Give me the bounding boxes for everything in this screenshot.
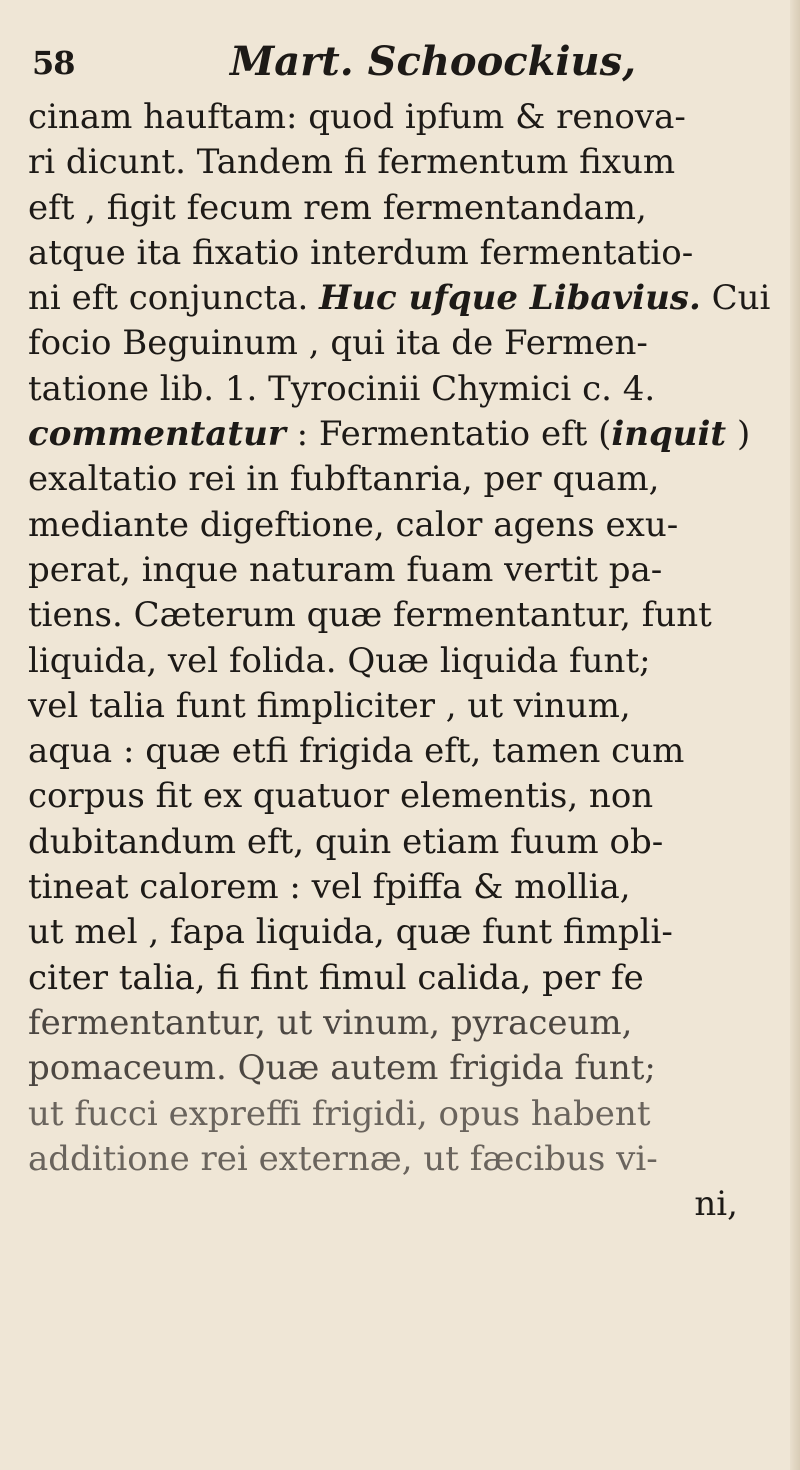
text-line: exaltatio rei in fubftanria, per quam, (28, 459, 660, 500)
text-line: focio Beguinum , qui ita de Fermen- (28, 323, 648, 364)
text-line (28, 412, 768, 457)
text-line: tiens. Cæterum quæ fermentantur, funt (28, 595, 712, 636)
text-line: tineat calorem : vel fpiffa & mollia, (28, 867, 631, 908)
text-line: ri dicunt. Tandem fi fermentum fixum (28, 142, 676, 183)
text-line: tatione lib. 1. Tyrocinii Chymici c. 4. (28, 368, 656, 409)
text-line: pomaceum. Quæ autem frigida funt; (28, 1048, 656, 1089)
page-edge (790, 0, 800, 1470)
text-line (28, 276, 771, 321)
italic-word: inquit (611, 414, 727, 455)
line-segment: Cui (700, 278, 771, 319)
italic-word: commentatur (28, 414, 286, 455)
text-line: vel talia funt fimpliciter , ut vinum, (28, 685, 631, 726)
text-line: citer talia, fi fint fimul calida, per fe (28, 957, 644, 998)
text-line: cinam hauftam: quod ipfum & renova- (28, 97, 686, 137)
text-line: dubitandum eft, quin etiam fuum ob- (28, 821, 664, 862)
text-line: mediante digeftione, calor agens exu- (28, 504, 679, 545)
line-segment: : Fermentatio eft ( (285, 414, 612, 455)
text-line: perat, inque naturam fuam vertit pa- (28, 549, 663, 590)
text-line: eft , figit fecum rem fermentandam, (28, 187, 647, 228)
page-header (30, 38, 770, 96)
text-line: additione rei externæ, ut fæcibus vi- (28, 1138, 658, 1179)
body-text (28, 95, 771, 1227)
text-line: fermentantur, ut vinum, pyraceum, (28, 1002, 633, 1043)
text-line: atque ita fixatio interdum fermentatio- (28, 232, 694, 273)
text-line: corpus fit ex quatuor elementis, non (28, 776, 654, 817)
italic-citation: Huc ufque Libavius. (319, 278, 701, 319)
page-number: 58 (32, 44, 75, 82)
text-line: aqua : quæ etfi frigida eft, tamen cum (28, 731, 685, 772)
text-line: liquida, vel folida. Quæ liquida funt; (28, 640, 651, 681)
text-line: ni, (694, 1184, 738, 1225)
text-line: ut mel , fapa liquida, quæ funt fimpli- (28, 912, 673, 953)
text-line: ut fucci expreffi frigidi, opus habent (28, 1093, 651, 1134)
line-segment: ni eft conjuncta. (28, 278, 320, 319)
running-head: Mart. Schoockius, (230, 38, 637, 85)
line-segment: ) (726, 414, 751, 455)
